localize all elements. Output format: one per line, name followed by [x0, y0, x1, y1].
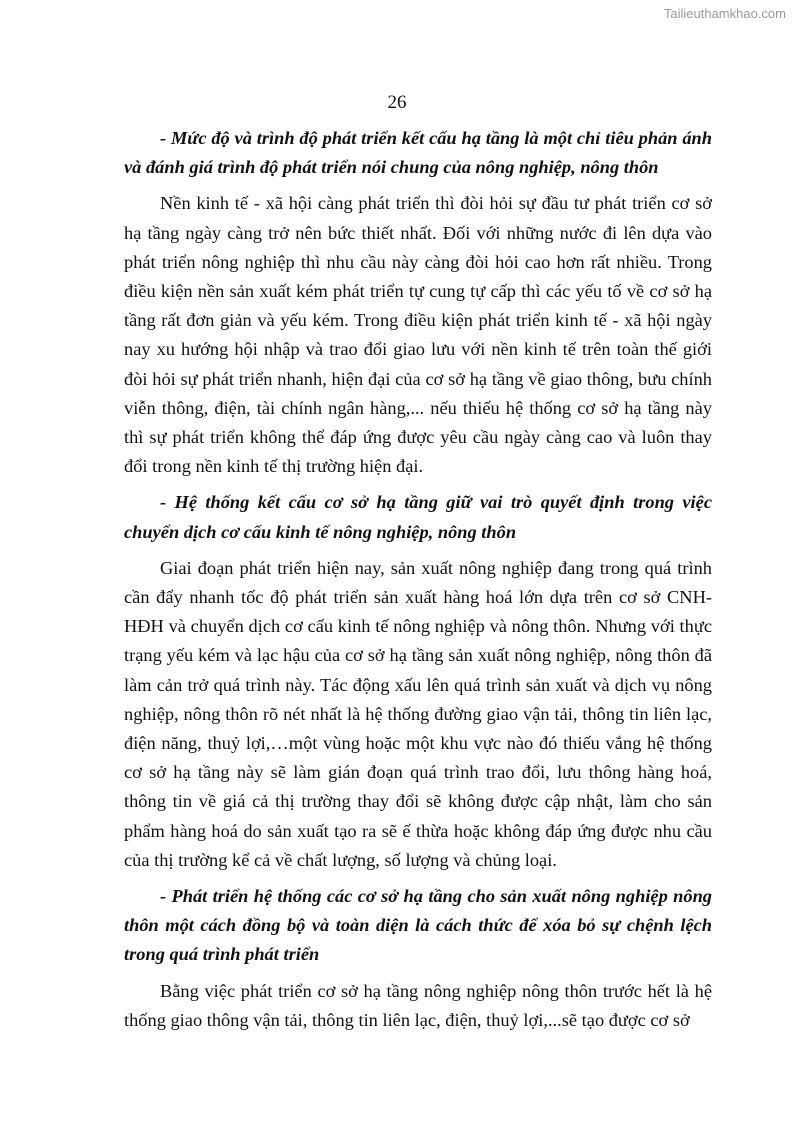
document-body — [124, 124, 712, 1042]
section-heading-3: - Phát triển hệ thống các cơ sở hạ tầng cho sản xuất nông nghiệp nông thôn một cách đồng bộ và toàn diện là cách thức để xóa bỏ sự chệnh lệch trong quá trình phát triển — [124, 886, 712, 965]
page-number: 26 — [387, 92, 407, 113]
section-heading-2: - Hệ thống kết cấu cơ sở hạ tầng giữ vai trò quyết định trong việc chuyển dịch cơ cấu kinh tế nông nghiệp, nông thôn — [124, 492, 712, 542]
watermark: Tailieuthamkhao.com — [663, 6, 786, 21]
paragraph-2: Giai đoạn phát triển hiện nay, sản xuất nông nghiệp đang trong quá trình cần đẩy nhanh tốc độ phát triển sản xuất hàng hoá lớn dựa trên cơ sở CNH-HĐH và chuyển dịch cơ cấu kinh tế nông nghiệp và nông thôn. Nhưng với thực trạng yếu kém và lạc hậu của cơ sở hạ tầng sản xuất nông nghiệp, nông thôn đã làm cản trở quá trình này. Tác động xấu lên quá trình sản xuất và dịch vụ nông nghiệp, nông thôn rõ nét nhất là hệ thống đường giao vận tải, thông tin liên lạc, điện năng, thuỷ lợi,…một vùng hoặc một khu vực nào đó thiếu vắng hệ thống cơ sở hạ tầng này sẽ làm gián đoạn quá trình trao đổi, lưu thông hàng hoá, thông tin về giá cả thị trường thay đổi sẽ không được cập nhật, làm cho sản phẩm hàng hoá do sản xuất tạo ra sẽ ế thừa hoặc không đáp ứng được nhu cầu của thị trường kể cả về chất lượng, số lượng và chủng loại. — [124, 557, 712, 870]
paragraph-1: Nền kinh tế - xã hội càng phát triển thì đòi hỏi sự đầu tư phát triển cơ sở hạ tầng ngày càng trở nên bức thiết nhất. Đối với những nước đi lên dựa vào phát triển nông nghiệp thì nhu cầu này càng đòi hỏi cao hơn rất nhiều. Trong điều kiện nền sản xuất kém phát triển tự cung tự cấp thì các yếu tố về cơ sở hạ tầng rất đơn giản và yếu kém. Trong điều kiện phát triển kinh tế - xã hội ngày nay xu hướng hội nhập và trao đổi giao lưu với nền kinh tế trên toàn thế giới đòi hỏi sự phát triển nhanh, hiện đại của cơ sở hạ tầng về giao thông, bưu chính viễn thông, điện, tài chính ngân hàng,... nếu thiếu hệ thống cơ sở hạ tầng này thì sự phát triển không thể đáp ứng được yêu cầu ngày càng cao và luôn thay đổi trong nền kinh tế thị trường hiện đại. — [124, 193, 712, 477]
section-heading-1: - Mức độ và trình độ phát triển kết cấu hạ tầng là một chỉ tiêu phản ánh và đánh giá trình độ phát triển nói chung của nông nghiệp, nông thôn — [124, 128, 712, 178]
paragraph-3: Bằng việc phát triển cơ sở hạ tầng nông nghiệp nông thôn trước hết là hệ thống giao thông vận tải, thông tin liên lạc, điện, thuỷ lợi,...sẽ tạo được cơ sở — [124, 980, 712, 1030]
